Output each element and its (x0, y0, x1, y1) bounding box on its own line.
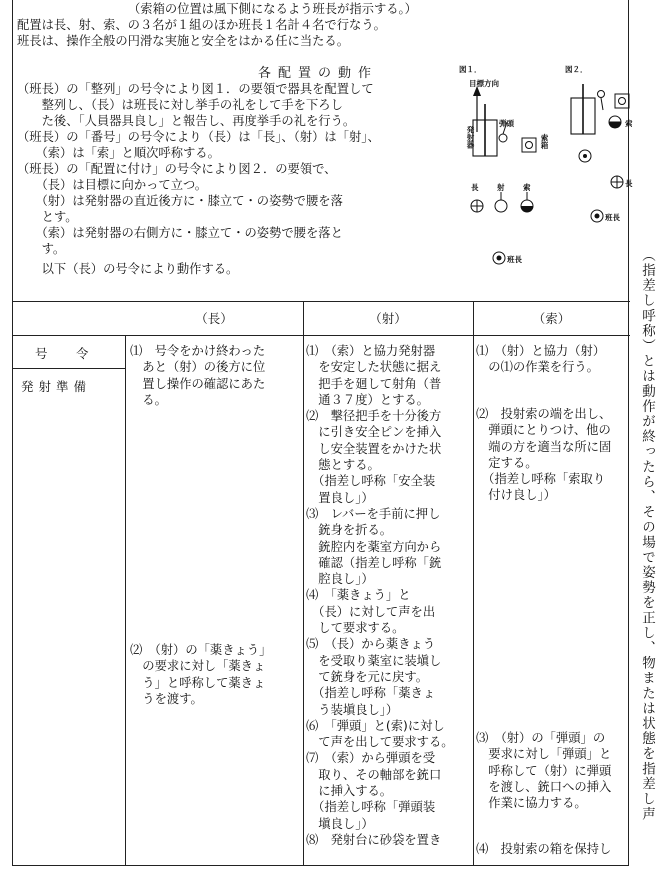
cho-line: あと（射）の後方に位 (130, 360, 266, 375)
sha-line: 通３７度）とする。 (306, 392, 429, 407)
action-line-5: （索）は「索」と順次呼称する。 (17, 146, 220, 160)
sha-line: ⑷ 「薬きょう」と (306, 588, 411, 603)
action-line-1: （班長）の「整列」の号令により図１．の要領で器具を配置して (17, 82, 374, 96)
header-sha: （射） (369, 311, 407, 326)
col-divider-3 (473, 302, 474, 866)
cho-line: うを渡す。 (130, 691, 203, 706)
fig1-cho-label: 長 (471, 183, 479, 192)
saku-column (476, 343, 605, 376)
saku-line: ⑶ （射）の「弾頭」の (476, 731, 606, 745)
side-note: （指差し呼称）とは動作が終ったら、その場で姿勢を正し、物または状態を指差し声 (639, 248, 655, 822)
sha-line: ⑸ （長）から薬きょう (306, 637, 436, 652)
saku-line: ⑵ 投射索の端を出し、 (476, 407, 612, 421)
sha-line: て銃身を元に戻す。 (306, 669, 428, 684)
action-line-2: 整列し、（長）は班長に対し挙手の礼をして手を下ろし (17, 98, 343, 112)
sha-line: ⑺ （索）から弾頭を受 (306, 751, 436, 766)
saku-column-3 (476, 730, 611, 811)
sha-line: 置良し」） (306, 490, 374, 505)
saku-line: 端の方を適当な所に固 (476, 439, 612, 454)
cho-line: 置し操作の確認にあた (130, 376, 266, 391)
sha-line: し安全装置をかけた状 (306, 441, 442, 456)
intro-line-3: 班長は、操作全般の円滑な実施と安全をはかる任に当たる。 (17, 34, 350, 48)
saku-line: ⑴ （射）と協力（射） (476, 344, 606, 358)
sha-line: 塡良し」） (306, 816, 374, 831)
sha-line: 銃身を折る。 (306, 523, 393, 538)
page-frame (12, 0, 633, 866)
cho-line: ⑴ 号令をかけ終わった (130, 344, 266, 358)
fig1-sha-label: 射 (497, 183, 505, 192)
action-line-3: た後、「人員器具良し」と報告し、再度挙手の礼を行う。 (17, 114, 356, 128)
sha-line: （長）に対して声を出 (306, 604, 436, 619)
intro-line-1: （索箱の位置は風下側になるよう班長が指示する。） (128, 2, 417, 16)
sha-line: ⑴ （索）と協力発射器 (306, 344, 436, 358)
sha-line: 把手を廻して射角（普 (306, 376, 442, 391)
sha-line: に挿入する。 (306, 784, 393, 799)
saku-line: ⑷ 投射索の箱を保持し (476, 842, 612, 856)
label-divider (13, 368, 125, 369)
sha-line: て声を出して要求する。 (306, 735, 454, 750)
saku-line: を渡し、銃口への挿入 (476, 779, 612, 794)
col-divider-2 (303, 302, 304, 866)
sha-line: を安定した状態に据え (306, 360, 442, 375)
action-line-10: （索）は発射器の右側方に・膝立て・の姿勢で腰を落と (17, 226, 343, 240)
fig1-saku-label: 索 (523, 183, 531, 192)
cho-column (130, 343, 265, 408)
fig1-hancho-label: 班長 (507, 255, 522, 264)
action-line-8: （射）は発射器の直近後方に・膝立て・の姿勢で腰を落 (17, 194, 343, 208)
fig1-title: 図１． (459, 65, 482, 74)
section-title: 各配置の動作 (258, 66, 379, 81)
sha-line: 取り、その軸部を銃口 (306, 767, 442, 782)
saku-column-2 (476, 406, 611, 504)
label-prep: 発射準備 (21, 379, 92, 394)
saku-line: 作業に協力する。 (476, 796, 587, 811)
intro-section (13, 0, 633, 302)
saku-line: 定する。 (476, 455, 538, 470)
sha-line: 銃腔内を薬室方向から (306, 539, 442, 554)
fig2-hancho-label: 班長 (605, 213, 620, 222)
cho-line: の要求に対し「薬きょ (130, 659, 266, 674)
saku-line: 呼称して（射）に弾頭 (476, 763, 612, 778)
header-cho: （長） (195, 311, 233, 326)
rope-box-label: 索箱 (540, 134, 549, 149)
action-line-4: （班長）の「番号」の号令により（長）は「長」、（射）は「射」、 (17, 130, 380, 144)
cho-column-2 (130, 642, 271, 707)
action-line-9: とす。 (17, 210, 78, 224)
sha-line: （指差し呼称「薬きょ (306, 686, 436, 701)
header-saku: （索） (532, 311, 571, 326)
saku-column-4 (476, 841, 611, 857)
saku-line: の⑴の作業を行う。 (476, 360, 599, 375)
target-direction-label: 目標方向 (469, 79, 499, 88)
fig2-cho-label: 長 (625, 179, 633, 188)
cho-line: る。 (130, 392, 167, 407)
sha-line: う装塡良し」） (306, 702, 399, 717)
action-line-12: 以下（長）の号令により動作する。 (17, 262, 239, 276)
sha-line: に引き安全ピンを挿入 (306, 425, 442, 440)
fig2-title: 図２． (565, 65, 588, 74)
sha-line: ⑶ レバーを手前に押し (306, 506, 441, 521)
sha-line: 腔良し」） (306, 572, 374, 587)
sha-line: （指差し呼称「弾頭装 (306, 800, 436, 815)
action-line-11: す。 (17, 242, 66, 256)
sha-line: ⑵ 撃径把手を十分後方 (306, 409, 442, 424)
col-divider-1 (125, 335, 126, 866)
action-line-7: （長）は目標に向かって立つ。 (17, 178, 208, 192)
cho-line: う」と呼称して薬きょ (130, 675, 266, 690)
launcher-label: 発射器 (466, 126, 475, 149)
saku-line: 弾頭にとりつけ、他の (476, 423, 611, 438)
sha-line: 確認（指差し呼称「銃 (306, 555, 442, 570)
saku-line: （指差し呼称「索取り (476, 472, 606, 487)
sha-line: ⑻ 発射台に砂袋を置き (306, 832, 442, 847)
figure-drawing (443, 60, 631, 290)
saku-line: 要求に対し「弾頭」と (476, 747, 612, 762)
intro-line-2: 配置は長、射、索、の３名が１組のほか班長１名計４名で行なう。 (17, 18, 386, 32)
sha-line: ⑹ 「弾頭」と(索)に対し (306, 718, 445, 733)
sha-line: （指差し呼称「安全装 (306, 474, 436, 489)
sha-line: 態とする。 (306, 458, 380, 473)
sha-line: して要求する。 (306, 621, 405, 636)
sha-line: を受取り薬室に装塡し (306, 653, 442, 668)
fig2-saku-label: 索 (625, 119, 633, 128)
sha-column (306, 343, 454, 848)
saku-line: 付け良し」） (476, 488, 556, 503)
cho-line: ⑵ （射）の「薬きょう」 (130, 643, 272, 657)
figures-area (443, 60, 631, 290)
action-line-6: （班長）の「配置に付け」の号令により図２．の要領で、 (17, 162, 337, 176)
label-command: 号 令 (35, 346, 97, 361)
warhead-label: 弾頭 (499, 119, 514, 128)
header-divider (13, 335, 630, 336)
